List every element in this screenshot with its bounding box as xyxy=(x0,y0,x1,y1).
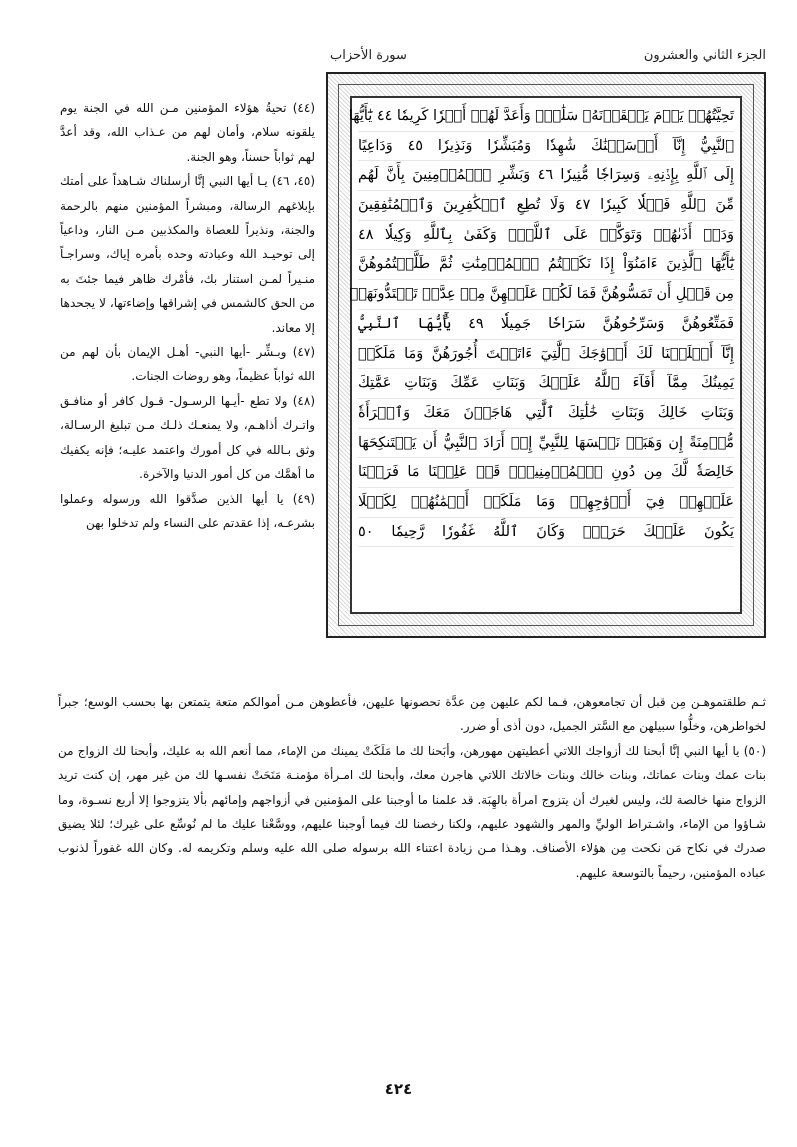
tafsir-full-width xyxy=(58,690,766,885)
quran-line: فَمَتِّعُوهُنَّ وَسَرِّحُوهُنَّ سَرَاحٗا جَمِيلٗا ٤٩ يَٰٓأَيُّهَا ٱلنَّبِيُّ xyxy=(358,310,734,340)
tafsir-paragraph: (٤٨) ولا تطع -أيـها الرسـول- قـول كافر أو منافـق واتـرك أذاهـم، ولا يمنعـك ذلـك مـن تبليغ الرسـالة، وثق بـالله في كل أمورك واعتمد عليـه؛ فإنه يكفيك ما أهمَّك من كل أمور الدنيا والآخرة. xyxy=(60,393,315,482)
quran-line: ٱلنَّبِيُّ إِنَّآ أَرۡسَلۡنَٰكَ شَٰهِدٗا وَمُبَشِّرٗا وَنَذِيرٗا ٤٥ وَدَاعِيًا xyxy=(358,132,734,162)
tafsir-paragraph: ثـم طلقتموهـن مِن قبل أن تجامعوهن، فـما لكم عليهن مِن عدَّة تحصونها عليهن، فأعطوهن مـن أموالكم متعة يتمتعن بها بحسب الوسع؛ جبراً لخواطرهن، وخلُّوا سبيلهن مع السَّتر الجميل، دون أذى أو ضرر. xyxy=(58,695,766,734)
quran-line: يَٰٓأَيُّهَا ٱلَّذِينَ ءَامَنُوٓاْ إِذَا نَكَحۡتُمُ ٱلۡمُؤۡمِنَٰتِ ثُمَّ طَلَّقۡتُمُوهُنَّ xyxy=(358,250,734,280)
quran-line: عَلَيۡهِمۡ فِيٓ أَزۡوَٰجِهِمۡ وَمَا مَلَكَتۡ أَيۡمَٰنُهُمۡ لِكَيۡلَا xyxy=(358,488,734,518)
tafsir-side-column xyxy=(60,96,315,535)
quran-line: وَدَعۡ أَذَىٰهُمۡ وَتَوَكَّلۡ عَلَى ٱللَّهِۚ وَكَفَىٰ بِٱللَّهِ وَكِيلٗا ٤٨ xyxy=(358,221,734,251)
tafsir-paragraph: (٤٤) تحيةُ هؤلاء المؤمنين مـن الله في الجنة يوم يلقونه سلام، وأمان لهم من عـذاب الله، وقد أعدَّ لهم ثواباً حسناً، وهو الجنة. xyxy=(60,101,315,164)
quran-text-box xyxy=(350,96,742,614)
tafsir-paragraph: (٤٧) وبـشِّر -أيها النبي- أهـل الإيمان بأن لهم من الله ثواباً عظيماً، وهو روضات الجنات. xyxy=(60,345,315,384)
tafsir-paragraph: (٥٠) يا أيها النبي إنَّا أبحنا لك أزواجك اللاتي أعطيتهن مهورهن، وأبَحنا لك ما مَلَكَتْ يمينك من الإماء، مما أنعم الله به عليك، وأبحنا لك الزواج من بنات عمك وبنات عماتك، وبنات خالك وبنات خالاتك اللاتي هاجرن معك، وأبحنا لك امـرأة مؤمنـة مَنَحَتْ نفسـها لك من غير مهر، إن كنت تريد الزواج منها خالصة لك، وليس لغيرك أن يتزوج امرأة بالهِبَة. قد علمنا ما أوجبنا على المؤمنين في أزواجهم وإمائهم بألا يتزوجوا إلا أربع نسـوة، وما شـاؤوا من الإماء، واشـتراط الوليِّ والمهر والشهود عليهم، ولكنا رخصنا لك فيما أوجبنا عليهم، ووسَّعْنا عليك ما لم نُوسِّع على غيرك؛ لئلا يضيق صدرك في نكاح مَن نكحت مِن هؤلاء الأصناف. وهـذا مـن زيادة اعتناء الله برسوله صلى الله عليه وسلم وتكريمه له. وكان الله غفوراً لذنوب عباده المؤمنين، رحيماً بالتوسعة عليهم. xyxy=(58,743,766,880)
quran-line: تَحِيَّتُهُمۡ يَوۡمَ يَلۡقَوۡنَهُۥ سَلَٰمٞۚ وَأَعَدَّ لَهُمۡ أَجۡرٗا كَرِيمٗا ٤٤ يَٰٓأَيُّهَا xyxy=(358,102,734,132)
tafsir-paragraph: (٤٥، ٤٦) يـا أيها النبي إنَّا أرسلناك شـاهداً على أمتك بإبلاغهم الرسالة، ومبشراً المؤمنين منهم بالرحمة والجنة، ونذيراً للعصاة والمكذبين مـن النار، وداعياً إلى توحيـد الله وعبادته وحده بأمره إياك، وسراجـاً منـيراً لمـن استنار بك، فأمْرك ظاهر فيما جئتَ به من الحق كالشمس في إشراقها وإضاءتها، لا يجحدها إلا معاند. xyxy=(60,174,316,335)
surah-name: سورة الأحزاب xyxy=(330,48,407,63)
page-header xyxy=(330,44,766,72)
quran-line: يَمِينُكَ مِمَّآ أَفَآءَ ٱللَّهُ عَلَيۡكَ وَبَنَاتِ عَمِّكَ وَبَنَاتِ عَمَّٰتِكَ xyxy=(358,369,734,399)
quran-line: مِّنَ ٱللَّهِ فَضۡلٗا كَبِيرٗا ٤٧ وَلَا تُطِعِ ٱلۡكَٰفِرِينَ وَٱلۡمُنَٰفِقِينَ xyxy=(358,191,734,221)
juz-name: الجزء الثاني والعشرون xyxy=(643,48,766,63)
tafsir-paragraph: (٤٩) يا أيها الذين صدَّقوا الله ورسوله وعملوا بشرعـه، إذا عقدتم على النساء ولم تدخلوا بهن xyxy=(60,491,315,530)
page-number: ٤٢٤ xyxy=(384,1080,413,1098)
quran-frame xyxy=(326,72,766,638)
quran-line: وَبَنَاتِ خَالِكَ وَبَنَاتِ خَٰلَٰتِكَ ٱلَّٰتِي هَاجَرۡنَ مَعَكَ وَٱمۡرَأَةٗ xyxy=(358,399,734,429)
quran-line: إِلَى ٱللَّهِ بِإِذۡنِهِۦ وَسِرَاجٗا مُّنِيرٗا ٤٦ وَبَشِّرِ ٱلۡمُؤۡمِنِينَ بِأَنَّ لَهُم xyxy=(358,161,734,191)
quran-line: خَالِصَةٗ لَّكَ مِن دُونِ ٱلۡمُؤۡمِنِينَۗ قَدۡ عَلِمۡنَا مَا فَرَضۡنَا xyxy=(358,458,734,488)
quran-line: يَكُونَ عَلَيۡكَ حَرَجٞۗ وَكَانَ ٱللَّهُ غَفُورٗا رَّحِيمٗا ٥٠ xyxy=(358,518,734,548)
quran-line: مُّؤۡمِنَةً إِن وَهَبَتۡ نَفۡسَهَا لِلنَّبِيِّ إِنۡ أَرَادَ ٱلنَّبِيُّ أَن يَسۡتَنكِحَهَا xyxy=(358,429,734,459)
quran-line: إِنَّآ أَحۡلَلۡنَا لَكَ أَزۡوَٰجَكَ ٱلَّٰتِيٓ ءَاتَيۡتَ أُجُورَهُنَّ وَمَا مَلَكَتۡ xyxy=(358,340,734,370)
quran-line: مِن قَبۡلِ أَن تَمَسُّوهُنَّ فَمَا لَكُمۡ عَلَيۡهِنَّ مِنۡ عِدَّةٖ تَعۡتَدُّونَهَاۖ xyxy=(358,280,734,310)
